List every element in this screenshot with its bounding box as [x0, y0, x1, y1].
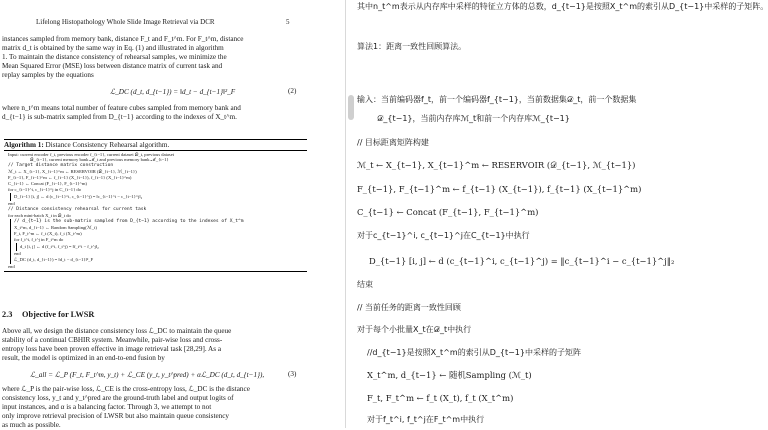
translation-line-17: 对于f_t^i, f_t^j在F_t^m中执行	[367, 415, 485, 424]
algo-line-features: F_{t−1}, F_{t−1}^m ← f_{t−1} (X_{t−1}), f_{t−1} (X_{t−1}^m)	[8, 175, 132, 180]
translation-line-7: F_{t−1}, F_{t−1}^m ← f_{t−1} (X_{t−1}), f_{t−1} (X_{t−1}^m)	[357, 184, 642, 194]
translation-pane-right	[357, 0, 768, 428]
algo-line-input: Input: current encoder f_t, previous encoder f_{t−1}, current dataset 𝒟_t, previous dataset	[8, 152, 175, 157]
translation-line-14: //d_{t−1}是按照X_t^m的索引从D_{t−1}中采样的子矩阵	[367, 348, 581, 357]
algo-block-bar-2	[10, 219, 11, 264]
algo-line-concat: C_{t−1} ← Concat (F_{t−1}, F_{t−1}^m)	[8, 181, 87, 186]
algorithm-caption	[4, 141, 169, 149]
equation-3-number: (3)	[288, 370, 297, 378]
algo-comment-submatrix: // d_{t−1} is the sub-matrix sampled from D_{t−1} according to the indexes of X_t^m	[14, 219, 244, 224]
scrollbar-thumb[interactable]	[348, 95, 354, 120]
algo-line-loss: ℒ_DC (d_t, d_{t−1}) = ‖d_t − d_{t−1}‖²_F	[14, 257, 94, 262]
algo-block-bar-3	[16, 243, 17, 251]
section-title: Objective for LWSR	[22, 310, 95, 319]
translation-line-10: D_{t−1} [i, j] ← d (c_{t−1}^i, c_{t−1}^j) = ‖c_{t−1}^i − c_{t−1}^j‖₂	[369, 256, 675, 266]
translation-line-8: C_{t−1} ← Concat (F_{t−1}, F_{t−1}^m)	[357, 207, 539, 217]
section-heading	[2, 310, 94, 319]
pane-divider[interactable]	[345, 0, 346, 428]
page-number: 5	[286, 18, 290, 26]
pdf-page-left	[0, 0, 345, 428]
translation-line-6: ℳ_t ← X_{t−1}, X_{t−1}^m ← RESERVOIR (𝒟_{t−1}, ℳ_{t−1})	[357, 160, 636, 170]
algorithm-label: Algorithm 1:	[4, 141, 44, 149]
translation-line-11: 结束	[357, 280, 373, 289]
translation-line-2: 算法1：距离一致性回顾算法。	[357, 42, 467, 51]
equation-3: ℒ_all = ℒ_P (F_t, F_t^m, y_t) + ℒ_CE (y_t, y_t^pred) + αℒ_DC (d_t, d_{t−1}),	[30, 371, 265, 379]
translation-line-13: 对于每个小批量X_t在𝒟_t中执行	[357, 325, 472, 334]
objective-line-4: result, the model is optimized in an end-to-end fusion by	[2, 354, 165, 362]
translation-line-5: // 目标距离矩阵构建	[357, 138, 429, 147]
algo-line-end-2: end	[14, 251, 21, 256]
equation-2-number: (2)	[288, 87, 297, 95]
intro-line-4: Mean Squared Error (MSE) loss between distance matrix of current task and	[2, 62, 223, 70]
section-number: 2.3	[2, 310, 13, 319]
algo-line-for-c: for c_{t−1}^i, c_{t−1}^j in C_{t−1} do	[8, 187, 82, 192]
algo-line-Ft: F_t, F_t^m ← f_t (X_t), f_t (X_t^m)	[14, 231, 82, 236]
final-line-5: as much as possible.	[2, 421, 61, 429]
algo-line-end-3: end	[8, 264, 15, 269]
algo-comment-rehearsal: // Distance consistency rehearsal for current task	[8, 207, 147, 212]
translation-line-4: 𝒟_{t−1}，当前内存库ℳ_t和前一个内存库ℳ_{t−1}	[377, 114, 570, 123]
scrollbar-track[interactable]	[347, 0, 355, 428]
algo-line-reservoir: ℳ_t ← X_{t−1}, X_{t−1}^m ← RESERVOIR (𝒟_{t−1}, ℳ_{t−1})	[8, 169, 137, 174]
translation-line-15: X_t^m, d_{t−1} ← 随机Sampling (ℳ_t)	[367, 370, 532, 380]
objective-line-1: Above all, we design the distance consistency loss ℒ_DC to maintain the queue	[2, 327, 232, 335]
algo-line-input-cont: 𝒟_{t−1}, current memory bank ℳ_t and previous memory bank ℳ_{t−1}	[30, 157, 169, 162]
algorithm-top-rule	[4, 139, 307, 140]
algo-block-bar-1	[10, 193, 11, 201]
algorithm-mid-rule	[4, 150, 307, 151]
algo-line-for-f: for f_t^i, f_t^j in F_t^m do	[14, 237, 64, 242]
algo-line-sampling: X_t^m, d_{t−1} ← Random Sampling(ℳ_t)	[14, 225, 97, 230]
translation-line-1: 其中n_t^m表示从内存库中采样的特征立方体的总数，d_{t−1}是按照X_t^m的索引从D_{t−1}中采样的子矩阵。	[357, 2, 768, 11]
algo-line-dt: d_t [i, j] ← d (f_t^i, f_t^j) = ‖f_t^i − f_t^j‖₂	[20, 244, 99, 249]
algo-line-for-batch: for each mini-batch X_t in 𝒟_t do	[8, 213, 71, 218]
final-line-3: input instances, and α is a balancing factor. Through 3, we attempt to not	[2, 403, 212, 411]
intro-line-1: instances sampled from memory bank, distance F_t and F_t^m. For F_t^m, distance	[2, 35, 244, 43]
running-header-title: Lifelong Histopathology Whole Slide Image Retrieval via DCR	[36, 18, 215, 26]
where-line-2: d_{t−1} is sub-matrix sampled from D_{t−1} according to the indexes of X_t^m.	[2, 113, 237, 121]
translation-line-12: // 当前任务的距离一致性回顾	[357, 303, 461, 312]
algo-line-D: D_{t−1} [i, j] ← d (c_{t−1}^i, c_{t−1}^j) = ‖c_{t−1}^i − c_{t−1}^j‖₂	[14, 194, 143, 199]
intro-line-3: 1. To maintain the distance consistency of rehearsal samples, we minimize the	[2, 53, 227, 61]
translation-line-3: 输入：当前编码器f_t，前一个编码器f_{t−1}，当前数据集𝒟_t，前一个数据集	[357, 95, 637, 104]
final-line-4: only improve retrieval precision of LWSR but also maintain queue consistency	[2, 412, 230, 420]
translation-line-16: F_t, F_t^m ← f_t (X_t), f_t (X_t^m)	[367, 393, 514, 403]
algo-comment-target: // Target distance matrix construction	[8, 163, 114, 168]
where-line-1: where n_t^m means total number of feature cubes sampled from memory bank and	[2, 104, 241, 112]
translation-line-9: 对于c_{t−1}^i, c_{t−1}^j在C_{t−1}中执行	[357, 231, 530, 240]
objective-line-2: stability of a continual CBHIR system. Meanwhile, pair-wise loss and cross-	[2, 336, 223, 344]
intro-line-5: replay samples by the equations	[2, 71, 94, 79]
objective-line-3: entropy loss have been proven effective in image retrieval task [28,29]. As a	[2, 345, 222, 353]
algorithm-bottom-rule	[4, 271, 307, 272]
algo-line-end-1: end	[8, 201, 15, 206]
intro-line-2: matrix d_t is obtained by the same way in Eq. (1) and illustrated in algorithm	[2, 44, 224, 52]
final-line-1: where ℒ_P is the pair-wise loss, ℒ_CE is the cross-entropy loss, ℒ_DC is the distance	[2, 385, 250, 393]
equation-2: ℒ_DC (d_t, d_{t−1}) = ‖d_t − d_{t−1}‖²_F	[110, 88, 236, 96]
algorithm-title: Distance Consistency Rehearsal algorithm.	[45, 141, 170, 149]
final-line-2: consistency loss, y_t and y_t^pred are the ground-truth label and output logits of	[2, 394, 234, 402]
